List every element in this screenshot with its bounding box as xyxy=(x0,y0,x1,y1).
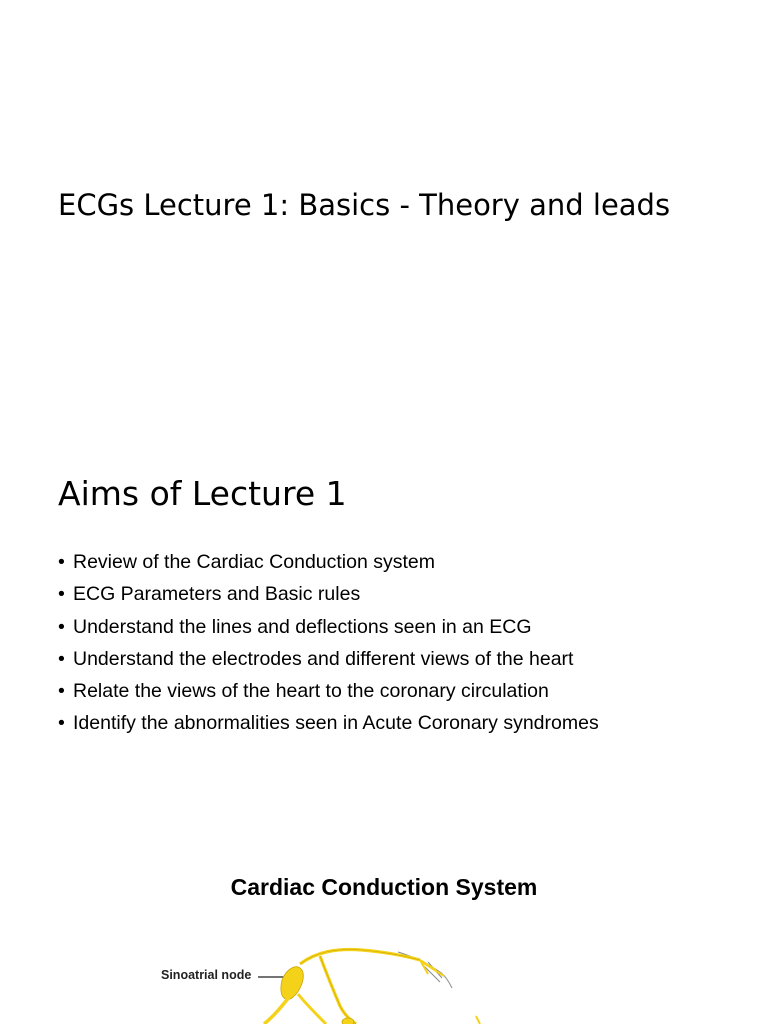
sinoatrial-node-label: Sinoatrial node xyxy=(161,968,252,982)
list-item-text: Identify the abnormalities seen in Acute Coronary syndromes xyxy=(73,712,599,735)
bullet-icon: • xyxy=(58,680,65,703)
slide-title: ECGs Lecture 1: Basics - Theory and leads xyxy=(58,188,671,222)
conduction-pathway xyxy=(300,950,420,964)
list-item-text: ECG Parameters and Basic rules xyxy=(73,583,361,606)
bullet-icon: • xyxy=(58,712,65,735)
list-item xyxy=(58,546,599,578)
bullet-icon: • xyxy=(58,551,65,573)
list-item xyxy=(58,675,599,707)
list-item-text: Review of the Cardiac Conduction system xyxy=(73,551,435,573)
list-item xyxy=(58,611,599,643)
conduction-pathway xyxy=(264,996,290,1024)
atrioventricular-node xyxy=(342,1018,354,1024)
list-item xyxy=(58,578,599,610)
bullet-icon: • xyxy=(58,583,65,606)
list-item-text: Understand the electrodes and different views of the heart xyxy=(73,647,574,670)
bullet-icon: • xyxy=(58,615,65,638)
list-item-text: Understand the lines and deflections seen in an ECG xyxy=(73,615,532,638)
conduction-pathway xyxy=(298,994,326,1024)
list-item xyxy=(58,643,599,675)
list-item xyxy=(58,707,599,739)
aims-heading: Aims of Lecture 1 xyxy=(58,474,347,513)
conduction-pathway xyxy=(320,956,356,1024)
conduction-system-diagram xyxy=(150,940,510,1024)
diagram-title: Cardiac Conduction System xyxy=(230,874,538,900)
conduction-pathway xyxy=(476,1016,480,1024)
aims-list xyxy=(58,546,599,740)
list-item-text: Relate the views of the heart to the coronary circulation xyxy=(73,680,549,703)
bullet-icon: • xyxy=(58,647,65,670)
